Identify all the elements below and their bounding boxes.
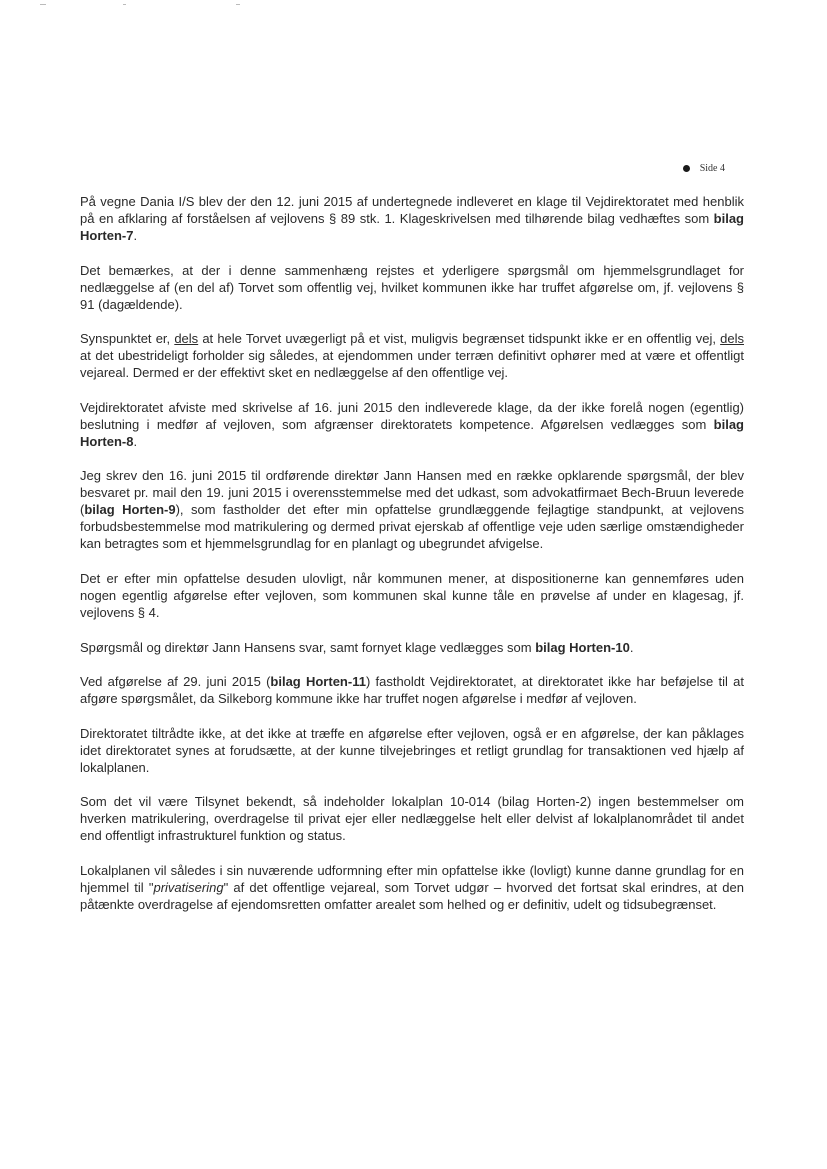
- scan-artifact: [40, 4, 46, 5]
- paragraph: På vegne Dania I/S blev der den 12. juni 2015 af undertegnede indleveret en klage til Vejdirektoratet med henblik på en afklaring af forståelsen af vejlovens § 89 stk. 1. Klageskrivelsen med tilhørende bilag vedhæftes som bilag Horten-7.: [80, 194, 744, 243]
- exhibit-reference: bilag Horten-10: [535, 639, 630, 655]
- exhibit-reference: bilag Horten-11: [270, 674, 366, 690]
- underlined-word: dels: [174, 331, 199, 347]
- paragraph: Synspunktet er, dels at hele Torvet uvægerligt på et vist, muligvis begrænset tidspunkt ikke er en offentlig vej, dels at det ubestrideligt forholder sig således, at ejendommen under terræn definitivt ophører med at være et offentligt vejareal. Dermed er der effektivt sket en nedlæggelse af den offentlige vej.: [80, 331, 744, 381]
- bullet-icon: [683, 165, 690, 172]
- italic-word: privatisering: [153, 879, 224, 895]
- page-number: Side 4: [699, 163, 725, 174]
- paragraph: Som det vil være Tilsynet bekendt, så indeholder lokalplan 10-014 (bilag Horten-2) ingen bestemmelser om hverken matrikulering, overdragelse til privat ejer eller nedlæggelse helt eller delvist af lokalplanområdet til andet end offentligt infrastrukturel funktion og status.: [80, 794, 744, 844]
- exhibit-reference: bilag Horten-8: [80, 416, 744, 449]
- paragraph: Direktoratet tiltrådte ikke, at det ikke at træffe en afgørelse efter vejloven, også er en afgørelse, der kan påklages idet direktoratet synes at forudsætte, at der kunne tilvejebringes et retligt grundlag for transaktionen ved hjælp af lokalplanen.: [80, 725, 744, 775]
- letter-body: [80, 193, 744, 931]
- paragraph: Jeg skrev den 16. juni 2015 til ordførende direktør Jann Hansen med en række opklarende spørgsmål, der blev besvaret pr. mail den 19. juni 2015 i overensstemmelse med det udkast, som advokatfirmaet Bech-Bruun leverede (bilag Horten-9), som fastholder det efter min opfattelse grundlæggende fejlagtige standpunkt, at vejlovens forbudsbestemmelse mod matrikulering og dermed privat ejerskab af offentlige veje uden særlige omstændigheder kan betragtes som et hjemmelsgrundlag for en planlagt og ubegrundet afvigelse.: [80, 468, 744, 552]
- paragraph: Det bemærkes, at der i denne sammenhæng rejstes et yderligere spørgsmål om hjemmelsgrundlaget for nedlæggelse af (en del af) Torvet som offentlig vej, hvilket kommunen ikke har truffet afgørelse om, jf. vejlovens § 91 (dagældende).: [80, 262, 744, 312]
- underlined-word: dels: [720, 331, 744, 347]
- exhibit-reference: bilag Horten-9: [84, 502, 176, 518]
- paragraph: Spørgsmål og direktør Jann Hansens svar, samt fornyet klage vedlægges som bilag Horten-10.: [80, 639, 634, 655]
- exhibit-reference: bilag Horten-7: [80, 211, 744, 243]
- scan-artifact: [236, 4, 240, 5]
- paragraph: Ved afgørelse af 29. juni 2015 (bilag Horten-11) fastholdt Vejdirektoratet, at direktoratet ikke har beføjelse til at afgøre spørgsmålet, da Silkeborg kommune ikke har truffet nogen afgørelse i medfør af vejloven.: [80, 674, 744, 707]
- paragraph: Lokalplanen vil således i sin nuværende udformning efter min opfattelse ikke (lovligt) kunne danne grundlag for en hjemmel til "privatisering" af det offentlige vejareal, som Torvet udgør – hvorved det fortsat skal erindres, at den påtænkte overdragelse af ejendomsretten omfatter arealet som helhed og er definitiv, udelt og tidsubegrænset.: [80, 862, 744, 912]
- paragraph: Vejdirektoratet afviste med skrivelse af 16. juni 2015 den indleverede klage, da der ikke forelå nogen (egentlig) beslutning i medfør af vejloven, som afgrænser direktoratets kompetence. Afgørelsen vedlægges som bilag Horten-8.: [80, 399, 744, 449]
- page-header: [683, 163, 725, 174]
- scan-artifact: [123, 4, 126, 5]
- paragraph: Det er efter min opfattelse desuden ulovligt, når kommunen mener, at dispositionerne kan gennemføres uden nogen egentlig afgørelse efter vejloven, som kommunen skal kunne tåle en prøvelse af under en klagesag, jf. vejlovens § 4.: [80, 570, 744, 620]
